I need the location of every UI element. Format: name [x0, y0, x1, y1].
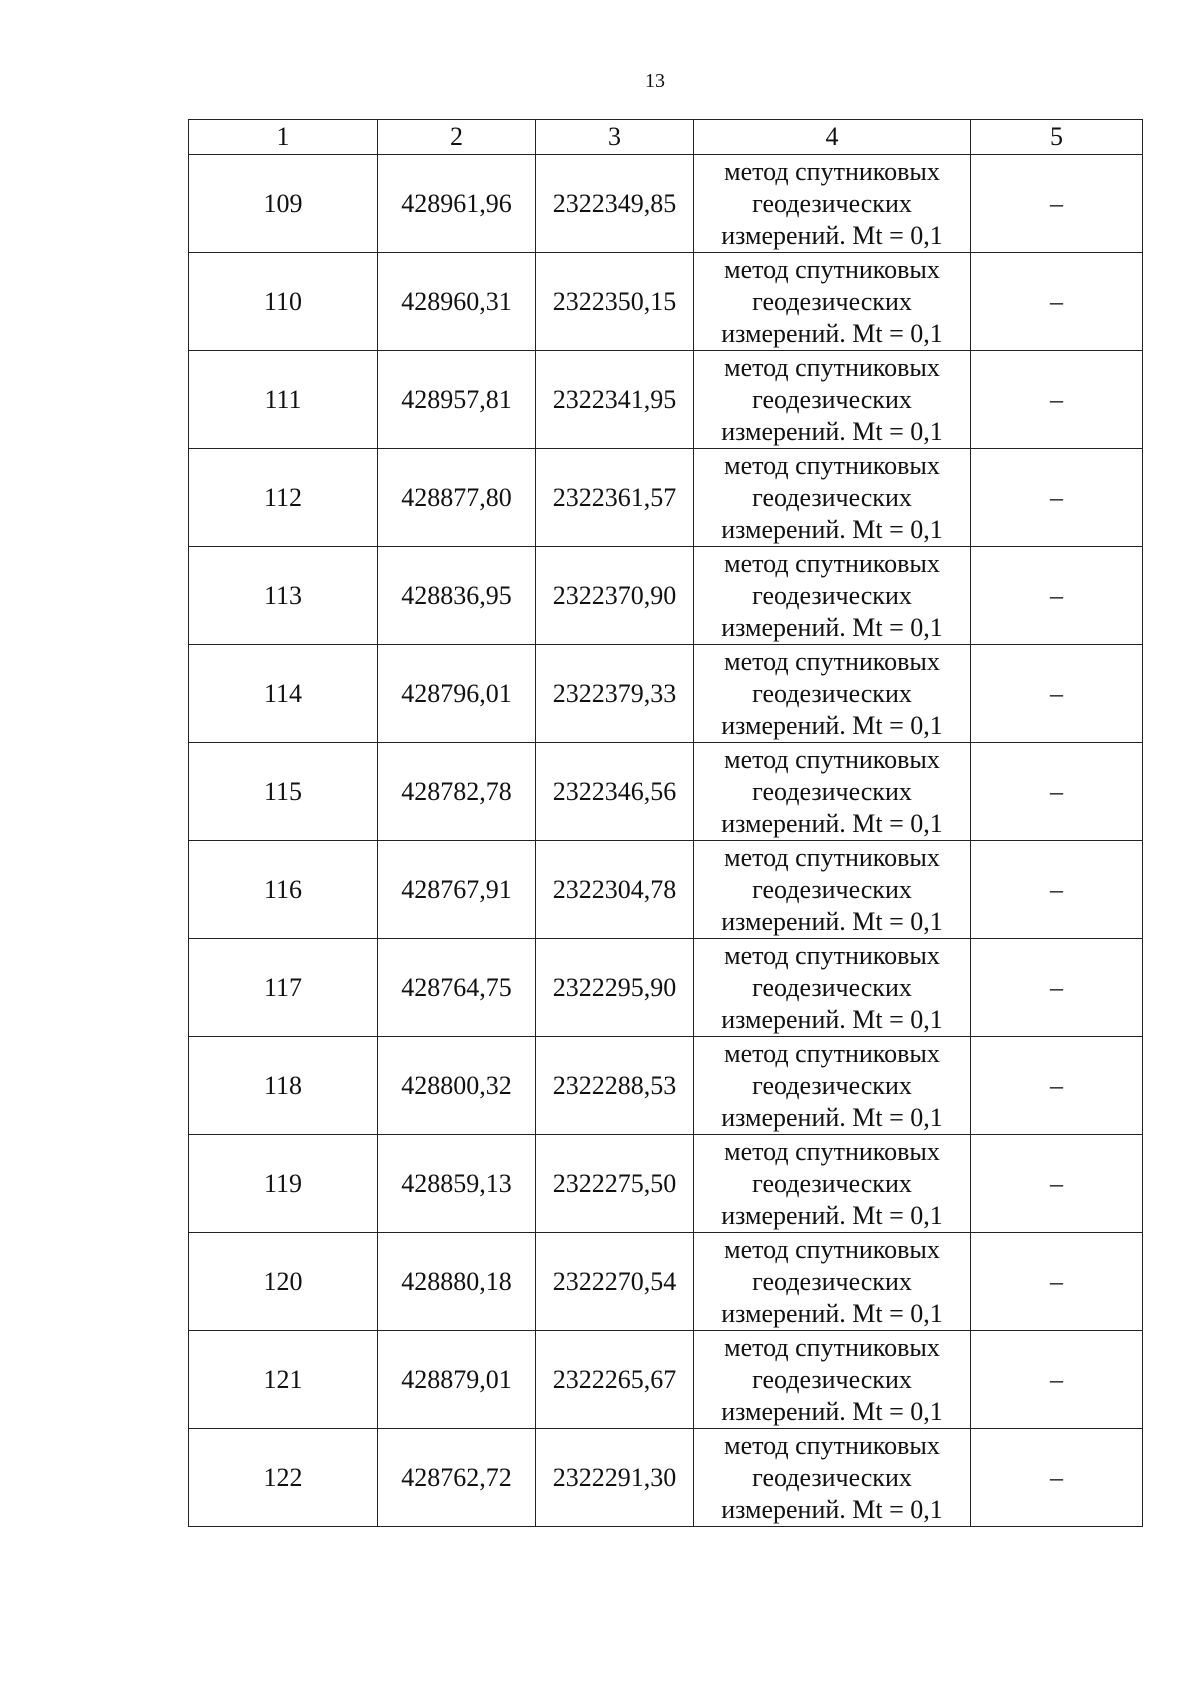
- y-coordinate-cell: 2322304,78: [536, 841, 694, 939]
- x-coordinate-cell: 428961,96: [378, 155, 536, 253]
- accuracy-note-cell: –: [971, 1037, 1143, 1135]
- accuracy-note-cell: –: [971, 1331, 1143, 1429]
- x-coordinate-cell: 428960,31: [378, 253, 536, 351]
- accuracy-note-cell: –: [971, 645, 1143, 743]
- method-text: метод спутниковых геодезических измерений. Mt = 0,1: [721, 450, 943, 544]
- method-cell: [694, 449, 971, 547]
- method-cell: [694, 351, 971, 449]
- y-coordinate-cell: 2322275,50: [536, 1135, 694, 1233]
- point-number-cell: 113: [189, 547, 378, 645]
- x-coordinate-cell: 428796,01: [378, 645, 536, 743]
- point-number-cell: 121: [189, 1331, 378, 1429]
- method-cell: [694, 1233, 971, 1331]
- accuracy-note-cell: –: [971, 1135, 1143, 1233]
- table-row: [189, 449, 1143, 547]
- y-coordinate-cell: 2322346,56: [536, 743, 694, 841]
- x-coordinate-cell: 428767,91: [378, 841, 536, 939]
- column-header-4: 4: [694, 120, 971, 155]
- table-row: [189, 743, 1143, 841]
- column-header-1: 1: [189, 120, 378, 155]
- table-row: [189, 1429, 1143, 1527]
- point-number-cell: 118: [189, 1037, 378, 1135]
- method-cell: [694, 645, 971, 743]
- x-coordinate-cell: 428880,18: [378, 1233, 536, 1331]
- table-row: [189, 841, 1143, 939]
- method-cell: [694, 939, 971, 1037]
- point-number-cell: 122: [189, 1429, 378, 1527]
- y-coordinate-cell: 2322350,15: [536, 253, 694, 351]
- accuracy-note-cell: –: [971, 1233, 1143, 1331]
- method-text: метод спутниковых геодезических измерений. Mt = 0,1: [721, 1136, 943, 1230]
- method-cell: [694, 253, 971, 351]
- method-text: метод спутниковых геодезических измерений. Mt = 0,1: [721, 254, 943, 348]
- accuracy-note-cell: –: [971, 351, 1143, 449]
- table-row: [189, 547, 1143, 645]
- method-text: метод спутниковых геодезических измерений. Mt = 0,1: [721, 352, 943, 446]
- accuracy-note-cell: –: [971, 1429, 1143, 1527]
- column-header-2: 2: [378, 120, 536, 155]
- x-coordinate-cell: 428762,72: [378, 1429, 536, 1527]
- table-row: [189, 645, 1143, 743]
- method-cell: [694, 841, 971, 939]
- method-text: метод спутниковых геодезических измерений. Mt = 0,1: [721, 156, 943, 250]
- accuracy-note-cell: –: [971, 253, 1143, 351]
- point-number-cell: 116: [189, 841, 378, 939]
- table-row: [189, 939, 1143, 1037]
- x-coordinate-cell: 428879,01: [378, 1331, 536, 1429]
- point-number-cell: 117: [189, 939, 378, 1037]
- method-text: метод спутниковых геодезических измерений. Mt = 0,1: [721, 646, 943, 740]
- y-coordinate-cell: 2322361,57: [536, 449, 694, 547]
- method-cell: [694, 547, 971, 645]
- accuracy-note-cell: –: [971, 449, 1143, 547]
- x-coordinate-cell: 428800,32: [378, 1037, 536, 1135]
- method-cell: [694, 1429, 971, 1527]
- point-number-cell: 114: [189, 645, 378, 743]
- point-number-cell: 110: [189, 253, 378, 351]
- table-row: [189, 1037, 1143, 1135]
- column-header-5: 5: [971, 120, 1143, 155]
- y-coordinate-cell: 2322291,30: [536, 1429, 694, 1527]
- y-coordinate-cell: 2322295,90: [536, 939, 694, 1037]
- accuracy-note-cell: –: [971, 743, 1143, 841]
- x-coordinate-cell: 428764,75: [378, 939, 536, 1037]
- x-coordinate-cell: 428782,78: [378, 743, 536, 841]
- point-number-cell: 120: [189, 1233, 378, 1331]
- method-cell: [694, 1331, 971, 1429]
- point-number-cell: 115: [189, 743, 378, 841]
- table-row: [189, 253, 1143, 351]
- table-row: [189, 351, 1143, 449]
- y-coordinate-cell: 2322379,33: [536, 645, 694, 743]
- method-text: метод спутниковых геодезических измерений. Mt = 0,1: [721, 842, 943, 936]
- table-row: [189, 1331, 1143, 1429]
- accuracy-note-cell: –: [971, 841, 1143, 939]
- y-coordinate-cell: 2322370,90: [536, 547, 694, 645]
- table-row: [189, 1233, 1143, 1331]
- point-number-cell: 111: [189, 351, 378, 449]
- y-coordinate-cell: 2322341,95: [536, 351, 694, 449]
- method-cell: [694, 1037, 971, 1135]
- page-number: 13: [645, 70, 665, 92]
- coordinates-table: [188, 119, 1143, 1527]
- y-coordinate-cell: 2322288,53: [536, 1037, 694, 1135]
- y-coordinate-cell: 2322265,67: [536, 1331, 694, 1429]
- method-text: метод спутниковых геодезических измерений. Mt = 0,1: [721, 1234, 943, 1328]
- method-text: метод спутниковых геодезических измерений. Mt = 0,1: [721, 548, 943, 642]
- method-text: метод спутниковых геодезических измерений. Mt = 0,1: [721, 1430, 943, 1524]
- column-header-3: 3: [536, 120, 694, 155]
- method-text: метод спутниковых геодезических измерений. Mt = 0,1: [721, 940, 943, 1034]
- method-cell: [694, 155, 971, 253]
- method-cell: [694, 743, 971, 841]
- x-coordinate-cell: 428836,95: [378, 547, 536, 645]
- table-row: [189, 155, 1143, 253]
- method-text: метод спутниковых геодезических измерений. Mt = 0,1: [721, 1332, 943, 1426]
- x-coordinate-cell: 428877,80: [378, 449, 536, 547]
- point-number-cell: 112: [189, 449, 378, 547]
- table-row: [189, 1135, 1143, 1233]
- y-coordinate-cell: 2322270,54: [536, 1233, 694, 1331]
- method-text: метод спутниковых геодезических измерений. Mt = 0,1: [721, 744, 943, 838]
- accuracy-note-cell: –: [971, 547, 1143, 645]
- point-number-cell: 119: [189, 1135, 378, 1233]
- table-header-row: [189, 120, 1143, 155]
- y-coordinate-cell: 2322349,85: [536, 155, 694, 253]
- accuracy-note-cell: –: [971, 155, 1143, 253]
- x-coordinate-cell: 428859,13: [378, 1135, 536, 1233]
- point-number-cell: 109: [189, 155, 378, 253]
- x-coordinate-cell: 428957,81: [378, 351, 536, 449]
- table-body: [189, 155, 1143, 1527]
- method-cell: [694, 1135, 971, 1233]
- method-text: метод спутниковых геодезических измерений. Mt = 0,1: [721, 1038, 943, 1132]
- accuracy-note-cell: –: [971, 939, 1143, 1037]
